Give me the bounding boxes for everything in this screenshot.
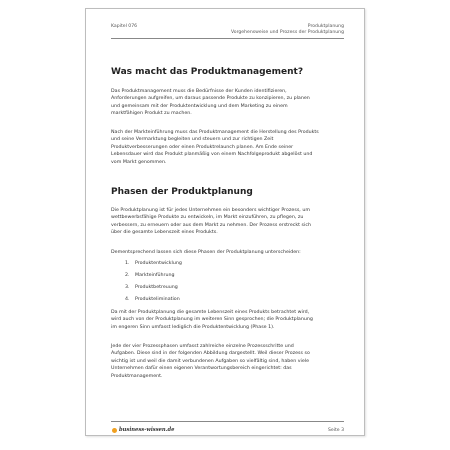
text-line: Das Produktmanagement muss die Bedürfnisse der Kunden identifizieren,: [111, 89, 287, 94]
text-line: Jede der vier Prozessphasen umfasst zahlreiche einzelne Prozessschritte und: [111, 344, 294, 349]
text-line: wichtig ist und weil die damit verbundenen Aufgaben so vielfältig sind, haben viele: [111, 358, 310, 364]
text-line: verbessern, zu erneuern oder aus dem Markt zu nehmen. Der Prozess erstreckt sich: [111, 222, 311, 228]
header-topic: Produktplanung: [307, 24, 344, 29]
logo-dot-icon: [112, 428, 117, 433]
text-line: vom Markt genommen.: [111, 159, 167, 165]
text-line: Lebensdauer wird das Produkt planmäßig von einem Nachfolgeprodukt abgelöst und: [111, 152, 313, 158]
text-line: Unternehmen dafür einen eigenen Verantwortungsbereich eingerichtet: das: [111, 366, 292, 372]
phase-list: [125, 260, 182, 308]
text-line: Dementsprechend lassen sich diese Phasen der Produktplanung unterscheiden:: [111, 250, 301, 255]
footer-logo: [112, 427, 174, 433]
header-topic-block: [231, 24, 344, 36]
paragraph: [111, 309, 349, 331]
paragraph: [111, 129, 349, 166]
text-line: über die gesamte Lebenszeit eines Produkts.: [111, 230, 218, 236]
section-heading-produktmanagement: Was macht das Produktmanagement?: [111, 67, 304, 77]
text-line: Die Produktplanung ist für jedes Unternehmen ein besonders wichtiger Prozess, um: [111, 208, 310, 213]
list-item: 4. Produktelimination: [125, 297, 180, 302]
text-line: und gemeinsam mit der Produktentwicklung und dem Marketing zu einem: [111, 103, 288, 109]
list-item: 3. Produktbetreuung: [125, 285, 178, 290]
text-line: wird auch von der Produktplanung im weiteren Sinn gesprochen; die Produktplanung: [111, 317, 313, 323]
list-item: 1. Produktentwicklung: [125, 261, 182, 266]
text-line: Aufgaben. Diese sind in der folgenden Abbildung dargestellt. Weil dieser Prozess so: [111, 351, 310, 357]
text-line: Produktmanagement.: [111, 373, 163, 379]
text-line: Nach der Markteinführung muss das Produktmanagement die Herstellung des Produkts: [111, 130, 319, 135]
logo-text: business-wissen.de: [119, 427, 175, 433]
text-line: wettbewerbsfähige Produkte zu entwickeln, im Markt einzuführen, zu pflegen, zu: [111, 215, 304, 221]
header-chapter: Kapitel 076: [111, 24, 138, 29]
section-heading-phasen: Phasen der Produktplanung: [111, 187, 253, 197]
text-line: im engeren Sinn umfasst lediglich die Produktentwicklung (Phase 1).: [111, 324, 275, 330]
paragraph: [111, 343, 349, 380]
text-line: Anforderungen aufgreifen, um daraus passende Produkte zu konzipieren, zu planen: [111, 96, 310, 102]
list-item: 2. Markteinführung: [125, 273, 175, 278]
text-line: marktfähigen Produkt zu machen.: [111, 111, 192, 117]
text-line: und seine Vermarktung begleiten und steuern und zur richtigen Zeit: [111, 137, 274, 143]
header-divider: [111, 38, 344, 39]
paragraph: [111, 88, 349, 118]
document-page: [85, 8, 365, 436]
header-subtopic: Vorgehensweise und Prozess der Produktplanung: [230, 30, 344, 35]
text-line: Produktverbesserungen oder einen Produktrelaunch planen. Am Ende seiner: [111, 144, 294, 150]
footer-divider: [111, 421, 344, 422]
page-number: Seite 3: [327, 428, 344, 433]
paragraph: [111, 249, 349, 256]
paragraph: [111, 207, 349, 237]
text-line: Da mit der Produktplanung die gesamte Lebenszeit eines Produkts betrachtet wird,: [111, 310, 310, 315]
